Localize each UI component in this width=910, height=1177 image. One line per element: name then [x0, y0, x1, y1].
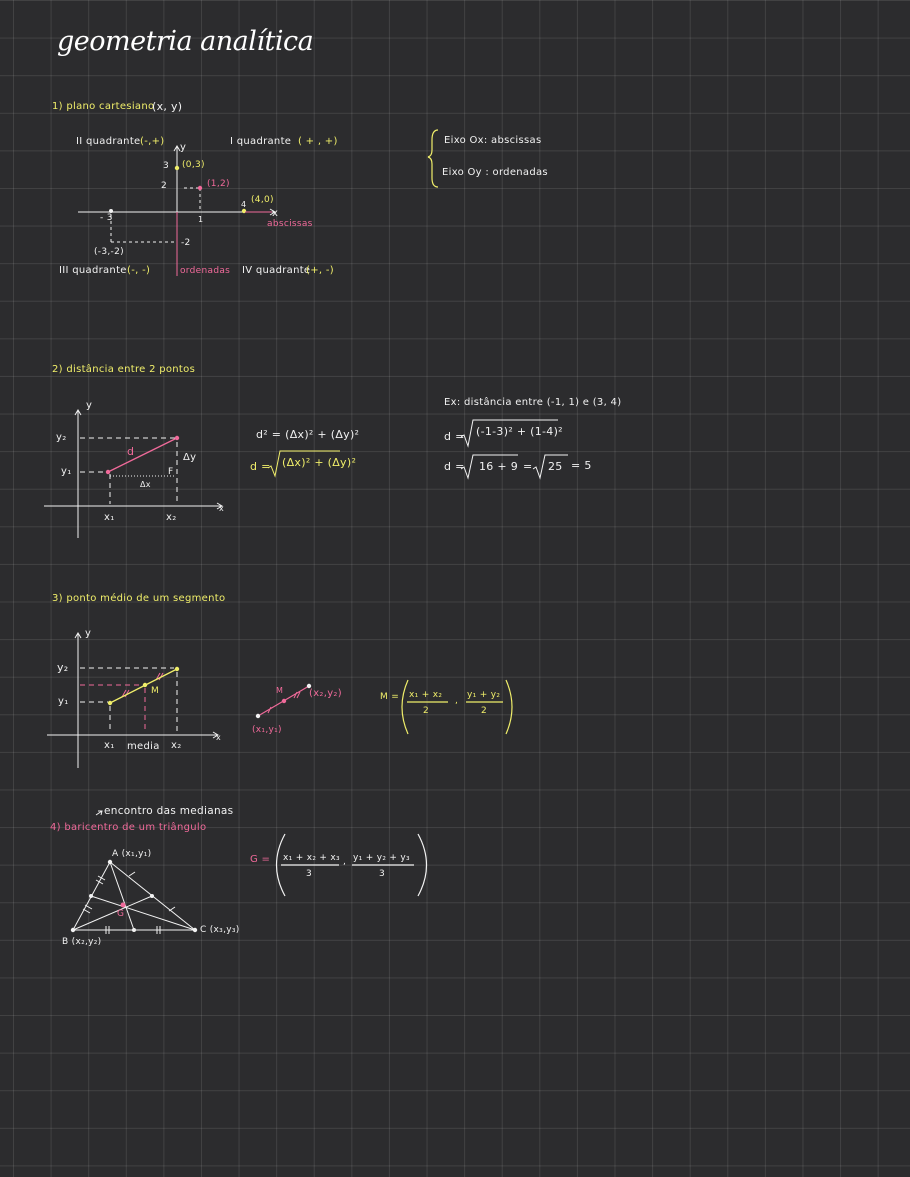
midpoint-formula-lhs: M = [380, 692, 400, 702]
example-line2-result: = 5 [571, 459, 592, 472]
barycenter-formula-parens [277, 834, 427, 896]
section2-heading: 2) distância entre 2 pontos [52, 364, 196, 375]
q3-sign: (-, -) [127, 265, 151, 276]
seg-p2-label: (x₂,y₂) [309, 688, 342, 699]
m-midpoint-label: M [151, 686, 160, 696]
tick-2: 2 [161, 181, 168, 191]
d-x1: x₁ [104, 512, 115, 523]
q1-label: I quadrante [230, 136, 292, 147]
abscissas-label: abscissas [267, 219, 313, 229]
ordenadas-label: ordenadas [180, 266, 231, 276]
page-title: geometria analítica [57, 26, 314, 57]
barycenter-den2: 3 [379, 869, 386, 879]
vertex-b-label: B (x₂,y₂) [62, 937, 102, 947]
section3-heading: 3) ponto médio de um segmento [52, 593, 226, 604]
centroid-label: G [117, 909, 125, 919]
m-x1: x₁ [104, 740, 115, 751]
q4-sign: (+, -) [306, 265, 334, 276]
tick-3: 3 [163, 161, 170, 171]
section4-heading: 4) baricentro de um triângulo [50, 822, 207, 833]
tick-4: 4 [241, 200, 247, 209]
m-media: media [127, 741, 160, 752]
eixo-brace [428, 130, 438, 187]
eixo-ox-text: Eixo Ox: abscissas [444, 135, 542, 146]
example-line2-lhs: d = [444, 460, 465, 473]
q2-sign: (-,+) [140, 136, 165, 147]
d-y1: y₁ [61, 466, 72, 477]
point-m3-m2-label: (-3,-2) [94, 247, 124, 257]
point-1-2-label: (1,2) [207, 179, 230, 189]
dx-label: Δx [140, 480, 151, 489]
tick-m3: - 3 [100, 213, 113, 223]
barycenter-comma: , [343, 857, 347, 867]
vertex-c-label: C (x₃,y₃) [200, 925, 240, 935]
example-line1-lhs: d = [444, 430, 465, 443]
section4-note: encontro das medianas [104, 805, 234, 817]
tick-1: 1 [198, 215, 204, 224]
example-title: Ex: distância entre (-1, 1) e (3, 4) [444, 397, 622, 408]
formula-d-lhs: d = [250, 460, 271, 473]
m-y1: y₁ [58, 696, 69, 707]
d-axis-y: y [86, 400, 93, 411]
barycenter-num1: x₁ + x₂ + x₃ [283, 853, 340, 863]
axis-y-label: y [180, 142, 187, 153]
d-label: d [127, 445, 135, 458]
barycenter-den1: 3 [306, 869, 313, 879]
section1-pair: (x, y) [152, 100, 183, 113]
f-label: F [168, 467, 174, 477]
eixo-oy-text: Eixo Oy : ordenadas [442, 167, 548, 178]
seg-p1-label: (x₁,y₁) [252, 725, 282, 735]
q1-sign: ( + , +) [298, 136, 338, 147]
example-line2-radicand2: 25 [548, 460, 563, 473]
centroid-point [121, 903, 126, 908]
example-line2-eq: = [523, 460, 533, 473]
point-0-3-label: (0,3) [182, 160, 205, 170]
m-x2: x₂ [171, 740, 182, 751]
point-0-3 [175, 166, 179, 170]
point-4-0 [242, 209, 246, 213]
m-axis-y: y [85, 628, 92, 639]
midpoint-num1: x₁ + x₂ [409, 690, 443, 700]
barycenter-formula-lhs: G = [250, 854, 271, 865]
d-y2: y₂ [56, 432, 67, 443]
section1-heading: 1) plano cartesiano [52, 101, 155, 112]
d-x2: x₂ [166, 512, 177, 523]
seg-m-label: M [276, 686, 284, 695]
q4-label: IV quadrante [242, 265, 311, 276]
axis-x-label: x [272, 208, 279, 219]
q3-label: III quadrante [59, 265, 127, 276]
distance-segment [108, 438, 177, 472]
example-line2-radicand1: 16 + 9 [479, 460, 519, 473]
point-1-2 [198, 186, 202, 190]
vertex-a-label: A (x₁,y₁) [112, 849, 152, 859]
q2-label: II quadrante [76, 136, 141, 147]
formula-d-radicand: (Δx)² + (Δy)² [282, 456, 357, 469]
midpoint-den2: 2 [481, 706, 488, 716]
formula-d-squared: d² = (Δx)² + (Δy)² [256, 428, 360, 441]
m-y2: y₂ [57, 661, 69, 674]
point-4-0-label: (4,0) [251, 195, 274, 205]
d-axis-x: x [219, 504, 225, 513]
example-line1-radicand: (-1-3)² + (1-4)² [476, 425, 563, 438]
barycenter-num2: y₁ + y₂ + y₃ [353, 853, 410, 863]
dy-label: Δy [183, 452, 197, 463]
midpoint-den1: 2 [423, 706, 430, 716]
tick-m2: -2 [181, 238, 191, 248]
midpoint-comma: , [455, 696, 459, 706]
midpoint-formula-parens [402, 680, 512, 734]
midpoint-num2: y₁ + y₂ [467, 690, 501, 700]
m-axis-x: x [216, 733, 222, 742]
